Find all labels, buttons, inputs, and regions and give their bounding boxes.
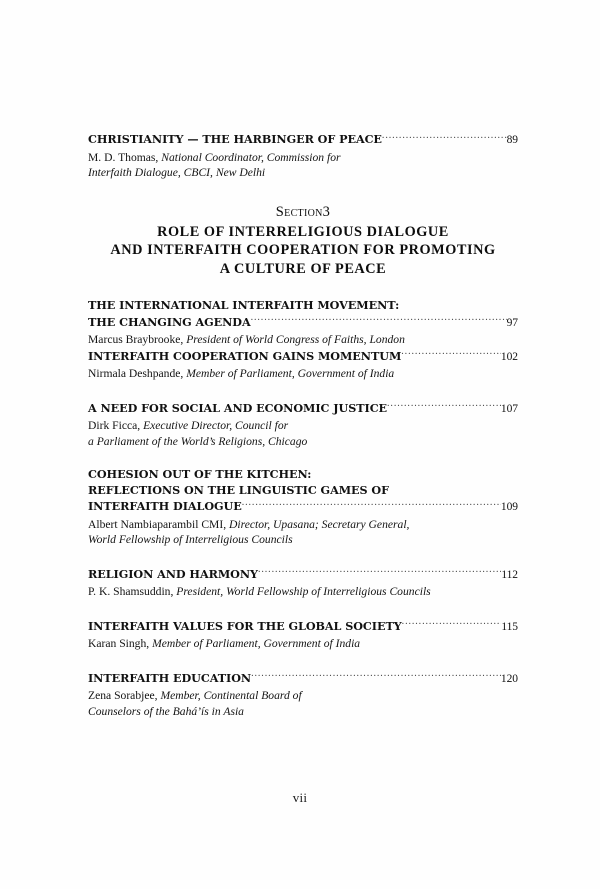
toc-entry-title <box>88 348 518 366</box>
author-affiliation: President of World Congress of Faiths, London <box>186 333 405 346</box>
toc-title-line <box>88 618 518 636</box>
toc-author-line <box>88 636 518 652</box>
dot-leader <box>401 348 501 360</box>
toc-entry-title <box>88 467 518 516</box>
toc-page-number[interactable]: 89 <box>506 134 518 146</box>
section-label-word: Section <box>275 203 323 220</box>
toc-entry-title <box>88 566 518 584</box>
toc-title-text: THE CHANGING AGENDA <box>88 314 251 329</box>
toc-title-text: CHRISTIANITY — THE HARBINGER OF PEACE <box>88 132 382 146</box>
toc-entry-author <box>88 584 518 600</box>
toc-author-line <box>88 434 518 450</box>
toc-page-number[interactable]: 112 <box>501 568 518 581</box>
toc-entry-title <box>88 670 518 688</box>
author-name: M. D. Thomas, <box>88 150 162 164</box>
toc-title-line <box>88 670 518 688</box>
toc-entry-author <box>88 517 518 548</box>
toc-entry[interactable] <box>88 670 518 720</box>
dot-leader <box>402 618 502 630</box>
toc-author-line <box>88 704 518 720</box>
toc-title-line <box>88 131 518 149</box>
toc-author-line <box>88 688 518 704</box>
toc-author-line <box>88 332 518 348</box>
toc-title-line <box>88 348 518 366</box>
toc-entry-list <box>88 298 518 719</box>
section-title-line: ROLE OF INTERRELIGIOUS DIALOGUE <box>157 223 449 240</box>
toc-title-text: A NEED FOR SOCIAL AND ECONOMIC JUSTICE <box>88 400 388 415</box>
author-name: Albert Nambiaparambil CMI, <box>88 517 230 531</box>
author-affiliation: Member, Continental Board of <box>160 689 302 702</box>
dot-leader <box>258 566 501 578</box>
toc-title-line <box>88 498 518 516</box>
toc-entry[interactable] <box>88 618 518 652</box>
author-name: Zena Sorabjee, <box>88 689 161 702</box>
toc-entry-title <box>88 400 518 418</box>
toc-author-line <box>88 584 518 600</box>
toc-page-number[interactable]: 109 <box>500 501 518 513</box>
toc-title-text: INTERFAITH DIALOGUE <box>88 499 242 513</box>
toc-author-line <box>88 150 518 166</box>
author-affiliation: Executive Director, Council for <box>143 419 289 432</box>
author-affiliation: National Coordinator, Commission for <box>161 150 341 164</box>
section-label <box>88 203 518 222</box>
toc-title-text: INTERFAITH EDUCATION <box>88 670 252 685</box>
author-name: Dirk Ficca, <box>88 419 144 432</box>
toc-entry[interactable] <box>88 298 518 348</box>
section-number: 3 <box>322 203 331 220</box>
toc-entry-author <box>88 418 518 449</box>
toc-title-line <box>88 566 518 584</box>
toc-entry-author <box>88 150 518 181</box>
toc-title-line: THE INTERNATIONAL INTERFAITH MOVEMENT: <box>88 298 400 312</box>
toc-entry-author <box>88 636 518 652</box>
toc-entry[interactable] <box>88 400 518 450</box>
author-affiliation: World Fellowship of Interreligious Councils <box>88 533 293 546</box>
dot-leader <box>251 314 507 326</box>
toc-page-number[interactable]: 107 <box>500 402 518 415</box>
toc-entry-title <box>88 298 518 331</box>
toc-entry[interactable] <box>88 566 518 600</box>
author-affiliation: Member of Parliament, Government of India <box>186 367 395 380</box>
toc-title-line: REFLECTIONS ON THE LINGUISTIC GAMES OF <box>88 482 389 497</box>
author-affiliation: a Parliament of the World’s Religions, Chicago <box>88 434 308 448</box>
toc-entry-author <box>88 332 518 348</box>
author-name: P. K. Shamsuddin, <box>88 585 177 598</box>
toc-page-number[interactable]: 97 <box>506 316 518 329</box>
section-title-line: AND INTERFAITH COOPERATION FOR PROMOTING <box>110 242 496 258</box>
toc-title-line: COHESION OUT OF THE KITCHEN: <box>88 467 312 481</box>
page-folio: vii <box>292 790 308 805</box>
toc-author-line <box>88 532 518 548</box>
dot-leader <box>242 498 501 510</box>
toc-page-number[interactable]: 120 <box>500 672 518 685</box>
author-affiliation: Member of Parliament, Government of India <box>152 637 361 650</box>
toc-content <box>88 131 518 737</box>
toc-entry-author <box>88 366 518 382</box>
toc-entry-title <box>88 618 518 636</box>
toc-title-text: INTERFAITH COOPERATION GAINS MOMENTUM <box>88 348 402 363</box>
toc-page-number[interactable]: 115 <box>501 620 518 633</box>
section-heading <box>88 203 518 279</box>
toc-author-line <box>88 517 518 533</box>
toc-title-line <box>88 314 518 332</box>
toc-title-text: RELIGION AND HARMONY <box>88 566 258 581</box>
author-affiliation: President, World Fellowship of Interreligious Councils <box>176 585 431 598</box>
toc-entry-carryover <box>88 131 518 181</box>
author-affiliation: Counselors of the Bahá’ís in Asia <box>88 704 244 718</box>
toc-title-line <box>88 400 518 418</box>
toc-author-line <box>88 418 518 434</box>
toc-author-line <box>88 366 518 382</box>
author-name: Nirmala Deshpande, <box>88 367 187 380</box>
dot-leader <box>387 400 501 412</box>
toc-entry[interactable] <box>88 348 518 382</box>
section-title-line: A CULTURE OF PEACE <box>219 260 387 277</box>
dot-leader <box>251 670 501 682</box>
toc-entry-title <box>88 131 518 149</box>
toc-entry[interactable] <box>88 467 518 548</box>
toc-author-line <box>88 165 518 181</box>
section-title <box>88 223 518 279</box>
author-affiliation: Director, Upasana; Secretary General, <box>229 517 410 531</box>
toc-entry-author <box>88 688 518 719</box>
author-name: Karan Singh, <box>88 637 153 650</box>
toc-page-number[interactable]: 102 <box>500 350 518 363</box>
author-affiliation: Interfaith Dialogue, CBCI, New Delhi <box>88 166 266 179</box>
author-name: Marcus Braybrooke, <box>88 333 187 346</box>
toc-title-text: INTERFAITH VALUES FOR THE GLOBAL SOCIETY <box>88 618 402 633</box>
dot-leader <box>382 131 507 143</box>
